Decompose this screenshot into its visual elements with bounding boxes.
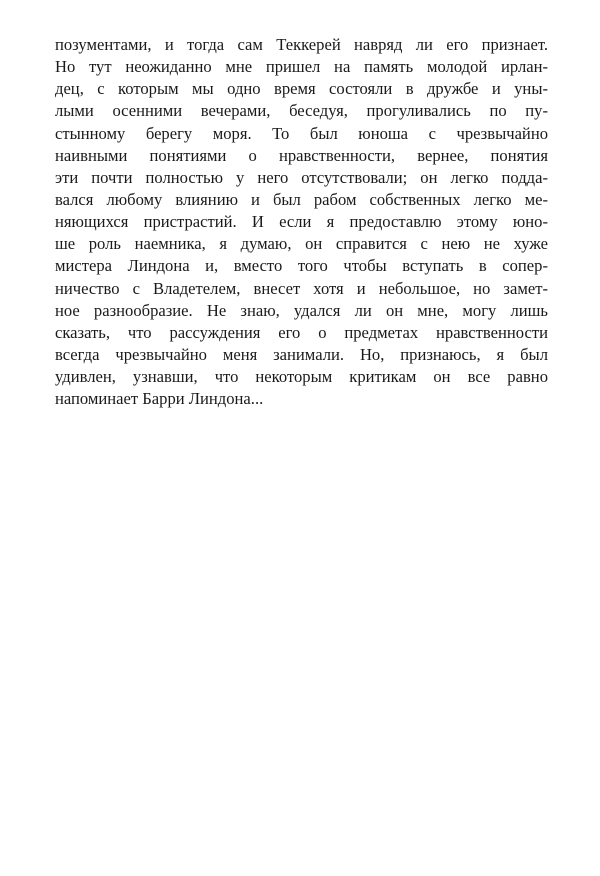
text-line: ное разнообразие. Не знаю, удался ли он мне, могу лишь [55,300,548,320]
text-line: няющихся пристрастий. И если я предоставлю этому юно- [55,212,548,232]
text-line: ничество с Владетелем, внесет хотя и небольшое, но замет- [55,278,548,298]
text-line: стынному берегу моря. То был юноша с чрезвычайно [55,123,548,143]
text-line: эти почти полностью у него отсутствовали; он легко подда- [55,167,548,187]
text-line: всегда чрезвычайно меня занимали. Но, признаюсь, я был [55,344,548,364]
text-line: позументами, и тогда сам Теккерей навряд ли его признает. [55,35,548,54]
text-line: лыми осенними вечерами, беседуя, прогуливались по пу- [55,101,548,121]
text-line: наивными понятиями о нравственности, вернее, понятия [55,145,548,165]
body-text [55,34,548,410]
text-line: дец, с которым мы одно время состояли в дружбе и уны- [55,79,548,99]
text-line: ше роль наемника, я думаю, он справится с нею не хуже [55,234,548,254]
text-line: сказать, что рассуждения его о предметах нравственности [55,322,548,342]
text-line: напоминает Барри Линдона... [55,389,264,409]
text-line: Но тут неожиданно мне пришел на память молодой ирлан- [55,57,548,77]
text-line: вался любому влиянию и был рабом собственных легко ме- [55,189,548,209]
text-line: мистера Линдона и, вместо того чтобы вступать в сопер- [55,256,548,276]
text-line: удивлен, узнавши, что некоторым критикам он все равно [55,367,548,387]
